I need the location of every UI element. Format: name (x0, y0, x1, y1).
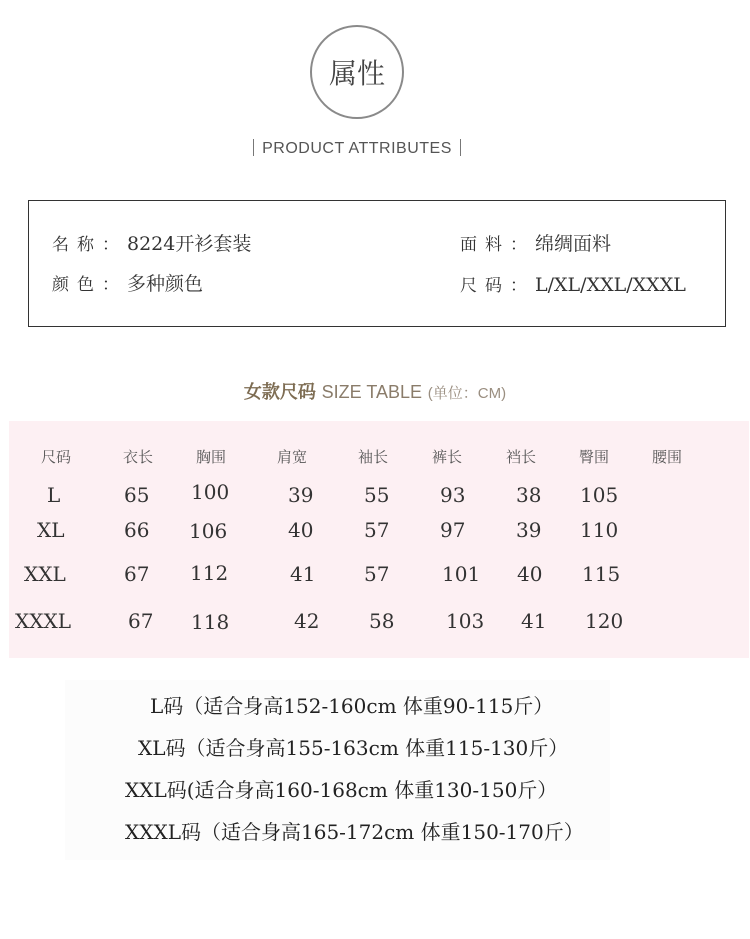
table-cell: 118 (191, 610, 230, 634)
attribute-size: 尺码：L/XL/XXL/XXXL (460, 274, 686, 296)
table-cell: 106 (189, 519, 228, 543)
column-header: 裆长 (506, 448, 537, 466)
table-cell: 66 (124, 518, 150, 542)
table-cell: 115 (582, 562, 621, 586)
attribute-color: 颜色：多种颜色 (52, 273, 204, 295)
table-cell: 39 (288, 483, 314, 507)
section-subtitle-text: PRODUCT ATTRIBUTES (262, 140, 452, 157)
table-cell: 112 (190, 561, 229, 585)
table-cell: 103 (446, 609, 485, 633)
table-cell: 39 (516, 518, 542, 542)
table-cell: 38 (516, 483, 542, 507)
table-cell: 101 (442, 562, 481, 586)
table-cell: 42 (294, 609, 320, 633)
table-cell: 110 (580, 518, 619, 542)
table-cell: XXXL (15, 609, 71, 633)
column-header: 肩宽 (277, 448, 308, 466)
table-cell: 67 (124, 562, 150, 586)
size-table-title: 女款尺码 SIZE TABLE (单位：CM) (243, 382, 507, 403)
table-cell: L (47, 483, 61, 507)
table-cell: 105 (580, 483, 619, 507)
attribute-name: 名称：8224开衫套装 (52, 233, 252, 255)
column-header: 裤长 (432, 448, 463, 466)
table-cell: 57 (364, 518, 390, 542)
table-cell: 93 (440, 483, 466, 507)
column-header: 袖长 (358, 448, 389, 466)
fit-guide-line: L码（适合身高152-160cm 体重90-115斤） (150, 694, 554, 718)
table-cell: 65 (124, 483, 150, 507)
table-cell: 120 (585, 609, 624, 633)
fit-guide-line: XXXL码（适合身高165-172cm 体重150-170斤） (125, 820, 584, 844)
fit-guide-line: XL码（适合身高155-163cm 体重115-130斤） (138, 736, 569, 760)
divider-right (460, 139, 461, 156)
table-cell: 57 (364, 562, 390, 586)
column-header: 衣长 (123, 448, 154, 466)
section-title-badge (310, 25, 404, 119)
divider-left (253, 139, 254, 156)
table-cell: 40 (288, 518, 314, 542)
table-cell: 41 (521, 609, 547, 633)
table-cell: 67 (128, 609, 154, 633)
section-title-cn: 属性 (328, 57, 385, 90)
section-subtitle (0, 139, 714, 158)
table-cell: 97 (440, 518, 466, 542)
column-header: 尺码 (41, 448, 72, 466)
table-cell: XXL (24, 562, 66, 586)
table-cell: 55 (364, 483, 390, 507)
column-header: 腰围 (652, 448, 683, 466)
column-header: 臀围 (579, 448, 610, 466)
table-cell: 58 (369, 609, 395, 633)
fit-guide-line: XXL码(适合身高160-168cm 体重130-150斤） (125, 778, 558, 802)
attributes-box (28, 200, 726, 327)
attribute-fabric: 面料：绵绸面料 (460, 233, 612, 255)
table-cell: XL (37, 518, 65, 542)
column-header: 胸围 (196, 448, 227, 466)
table-cell: 41 (290, 562, 316, 586)
table-cell: 40 (517, 562, 543, 586)
table-cell: 100 (191, 480, 230, 504)
